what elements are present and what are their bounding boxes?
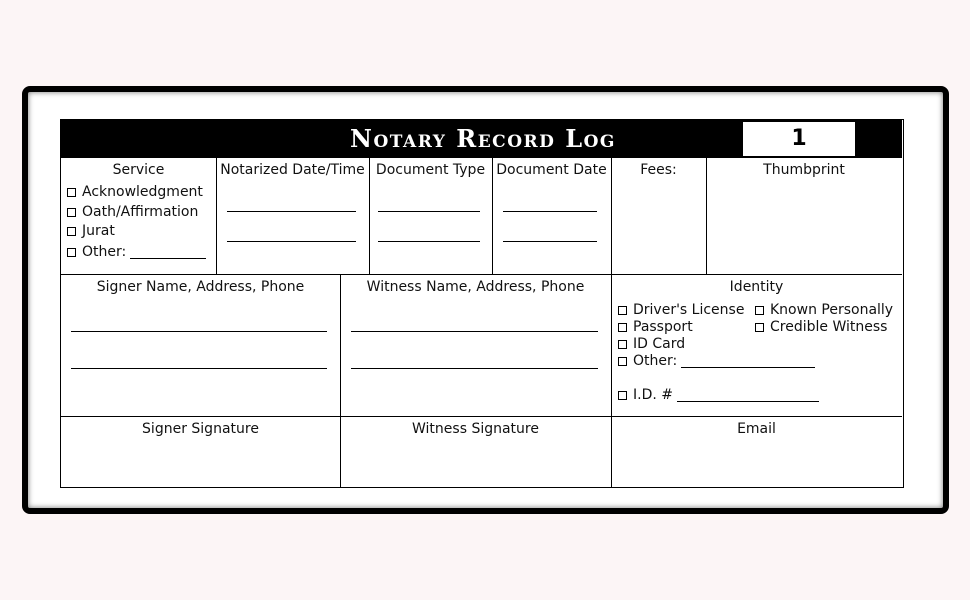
col-divider-fees-left	[611, 158, 612, 488]
checkbox-identity-other[interactable]	[618, 357, 627, 366]
row-divider-2	[61, 416, 902, 417]
option-label: Jurat	[82, 223, 115, 239]
thumbprint-label: Thumbprint	[763, 162, 845, 178]
identity-option-other[interactable]	[618, 352, 815, 370]
service-label: Service	[112, 162, 165, 178]
option-label: Other:	[633, 353, 678, 369]
option-label: Other:	[82, 244, 127, 260]
identity-other-blank[interactable]	[681, 355, 815, 368]
checkbox-acknowledgment[interactable]	[67, 188, 76, 197]
checkbox-jurat[interactable]	[67, 227, 76, 236]
option-label: Driver's License	[633, 302, 745, 318]
signer-line-2[interactable]	[71, 368, 327, 369]
email-label: Email	[737, 421, 776, 437]
option-label: Passport	[633, 319, 693, 335]
checkbox-drivers-license[interactable]	[618, 306, 627, 315]
identity-option-known-personally[interactable]	[755, 301, 893, 319]
fees-label: Fees:	[640, 162, 677, 178]
other-blank[interactable]	[130, 246, 206, 259]
option-label: Acknowledgment	[82, 184, 203, 200]
option-label: Credible Witness	[770, 319, 888, 335]
checkbox-id-card[interactable]	[618, 340, 627, 349]
option-label: I.D. #	[633, 387, 673, 403]
datetime-line-1[interactable]	[227, 211, 356, 212]
signer-line-1[interactable]	[71, 331, 327, 332]
identity-label: Identity	[729, 279, 784, 295]
datetime-line-2[interactable]	[227, 241, 356, 242]
checkbox-known-personally[interactable]	[755, 306, 764, 315]
service-option-oath[interactable]	[67, 203, 198, 221]
notary-record-form	[60, 119, 904, 488]
identity-option-id-number[interactable]	[618, 386, 819, 404]
document-type-label: Document Type	[375, 162, 486, 178]
signer-signature-label: Signer Signature	[142, 421, 259, 437]
option-label: ID Card	[633, 336, 686, 352]
form-header	[61, 120, 902, 158]
row-divider-1	[61, 274, 902, 275]
service-option-acknowledgment[interactable]	[67, 183, 203, 201]
doctype-line-1[interactable]	[378, 211, 480, 212]
id-number-blank[interactable]	[677, 389, 819, 402]
checkbox-passport[interactable]	[618, 323, 627, 332]
doctype-line-2[interactable]	[378, 241, 480, 242]
witness-line-1[interactable]	[351, 331, 598, 332]
checkbox-other[interactable]	[67, 248, 76, 257]
witness-label: Witness Name, Address, Phone	[366, 279, 585, 295]
col-divider-signer	[340, 274, 341, 488]
witness-signature-label: Witness Signature	[412, 421, 539, 437]
service-option-jurat[interactable]	[67, 222, 115, 240]
service-option-other[interactable]	[67, 243, 206, 261]
witness-line-2[interactable]	[351, 368, 598, 369]
identity-option-id-card[interactable]	[618, 335, 685, 353]
checkbox-id-number[interactable]	[618, 391, 627, 400]
option-label: Oath/Affirmation	[82, 204, 199, 220]
option-label: Known Personally	[770, 302, 894, 318]
record-number: 1	[743, 122, 855, 156]
signer-label: Signer Name, Address, Phone	[96, 279, 305, 295]
checkbox-credible-witness[interactable]	[755, 323, 764, 332]
document-date-label: Document Date	[496, 162, 607, 178]
identity-option-drivers-license[interactable]	[618, 301, 744, 319]
checkbox-oath[interactable]	[67, 208, 76, 217]
identity-option-passport[interactable]	[618, 318, 693, 336]
form-title: Notary Record Log	[350, 124, 616, 153]
identity-option-credible-witness[interactable]	[755, 318, 887, 336]
docdate-line-1[interactable]	[503, 211, 597, 212]
docdate-line-2[interactable]	[503, 241, 597, 242]
notarized-datetime-label: Notarized Date/Time	[220, 162, 365, 178]
